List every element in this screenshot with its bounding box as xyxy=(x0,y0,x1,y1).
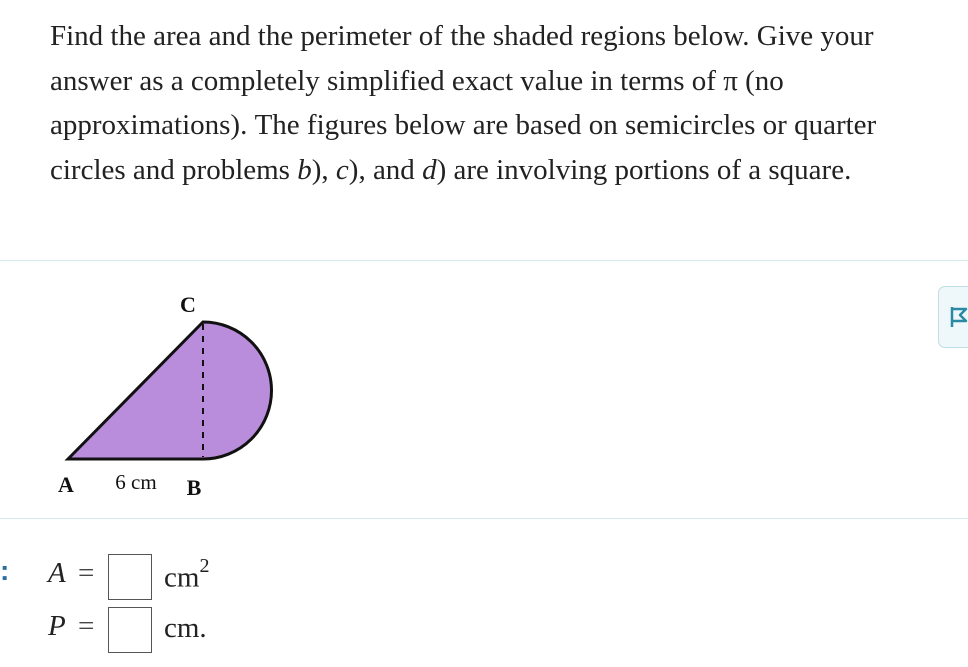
part-c-label: c xyxy=(335,153,349,186)
question-separator: ), and xyxy=(348,153,423,186)
question-text xyxy=(50,14,950,192)
area-unit-exponent: 2 xyxy=(199,555,210,577)
shaded-region xyxy=(68,322,272,459)
question-separator: ), xyxy=(311,153,336,186)
area-unit-base: cm xyxy=(164,561,200,594)
question-intro: Find the area and the perimeter of the shaded regions below. Give your answer as a completely simplified exact value in terms of π (no approximations). The figures below are based on semicircles or quarter circles and problems xyxy=(50,20,877,186)
figure-container xyxy=(0,262,968,517)
divider-bottom xyxy=(0,518,968,519)
point-label-c: C xyxy=(180,292,196,317)
question-paragraph xyxy=(50,14,950,192)
figure-diagram xyxy=(0,262,968,517)
divider-top xyxy=(0,260,968,261)
bookmark-tab[interactable] xyxy=(938,286,968,348)
question-outro: ) are involving portions of a square. xyxy=(436,153,852,186)
base-length-label: 6 cm xyxy=(115,470,157,494)
point-label-b: B xyxy=(186,475,202,500)
bookmark-icon xyxy=(949,305,968,329)
answer-marker: : xyxy=(0,555,10,586)
area-input[interactable] xyxy=(108,554,152,600)
equals-sign: = xyxy=(78,610,95,642)
point-label-a: A xyxy=(58,472,74,497)
area-unit xyxy=(164,555,210,595)
perimeter-variable: P xyxy=(48,610,66,642)
perimeter-unit: cm. xyxy=(164,612,207,644)
part-b-label: b xyxy=(297,153,312,186)
equals-sign: = xyxy=(78,557,95,589)
perimeter-input[interactable] xyxy=(108,607,152,653)
area-variable: A xyxy=(48,557,66,589)
part-d-label: d xyxy=(422,153,437,186)
